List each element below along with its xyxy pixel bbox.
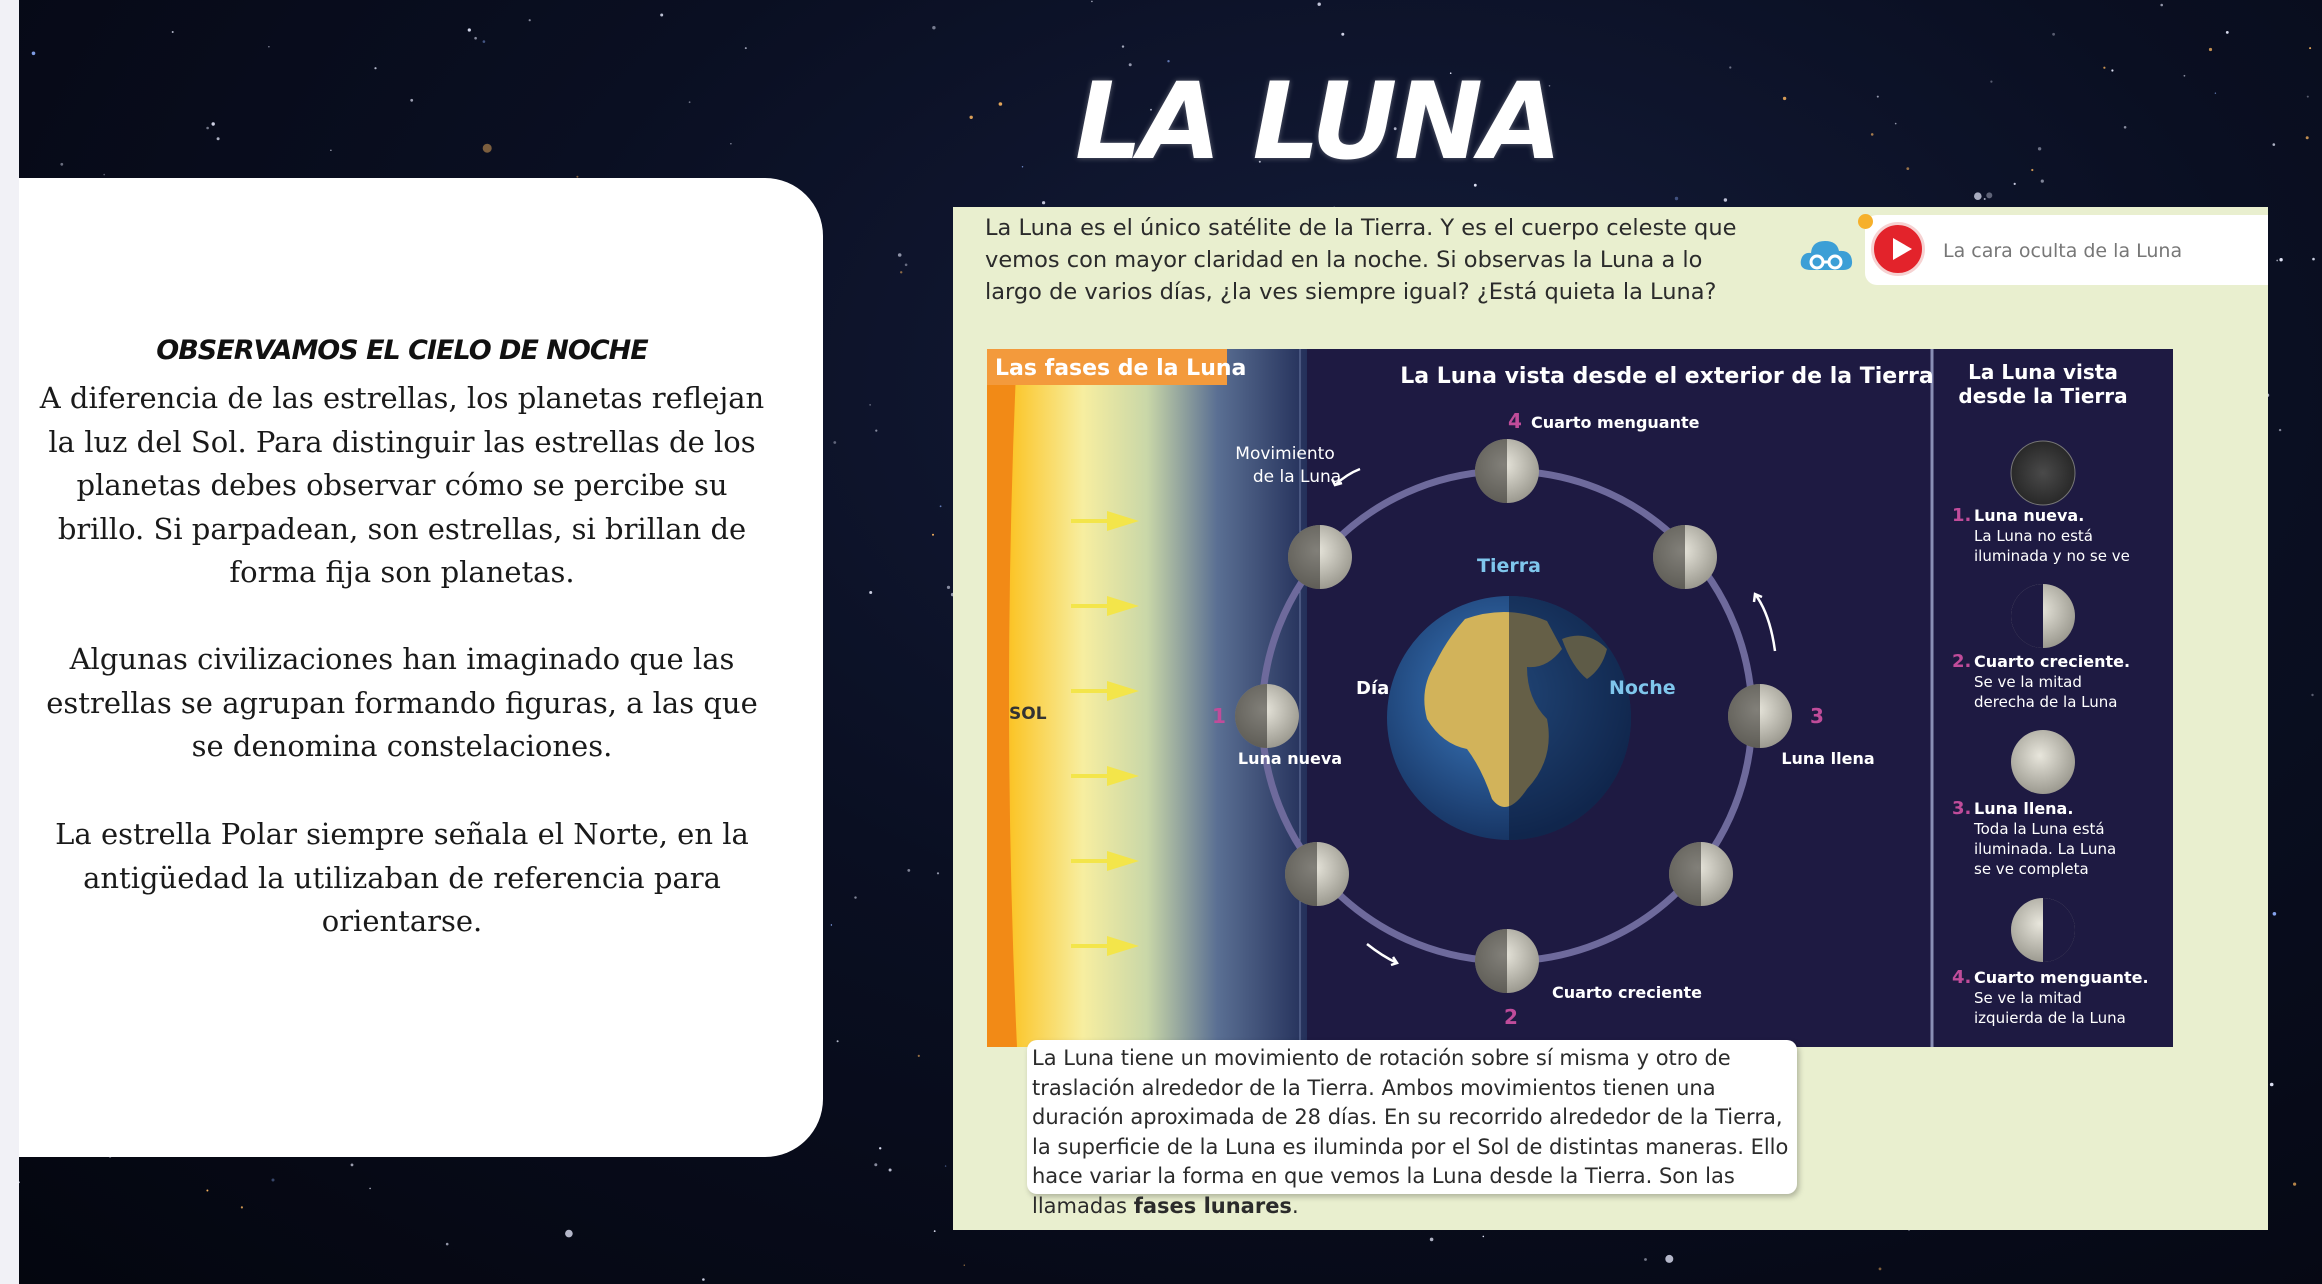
diagram-header-side-1: La Luna vista <box>1968 360 2118 384</box>
earth-label: Tierra <box>1477 555 1541 577</box>
phase-label-3: Luna llena <box>1781 749 1875 768</box>
video-link-label[interactable]: La cara oculta de la Luna <box>1943 240 2183 262</box>
svg-text:Toda la Luna está: Toda la Luna está <box>1974 820 2105 838</box>
play-icon[interactable] <box>1871 222 1925 276</box>
sun-label: SOL <box>1009 704 1047 724</box>
notification-dot <box>1858 214 1873 229</box>
card-paragraph-constellations: Algunas civilizaciones han imaginado que las estrellas se agrupan formando figuras, a las que se denomina constelaciones. <box>46 642 758 763</box>
svg-text:Se ve la mitad: Se ve la mitad <box>1974 673 2082 691</box>
card-heading: OBSERVAMOS EL CIELO DE NOCHE <box>156 335 648 366</box>
card-paragraph-planets: A diferencia de las estrellas, los planetas reflejan la luz del Sol. Para distinguir las estrellas de los planetas debes observar cómo se percibe su brillo. Si parpadean, son estrellas, si brillan de forma fija son planetas. <box>39 381 765 589</box>
svg-text:Luna nueva.: Luna nueva. <box>1974 506 2085 525</box>
diagram-header-main: La Luna vista desde el exterior de la Tierra <box>1400 364 1934 389</box>
svg-text:La Luna no está: La Luna no está <box>1974 527 2093 545</box>
svg-text:4.: 4. <box>1952 967 1972 988</box>
card-paragraph-polar-star: La estrella Polar siempre señala el Norte, en la antigüedad la utilizaban de referencia para orientarse. <box>55 817 749 938</box>
caption-end: . <box>1291 1193 1299 1218</box>
phase-number-2: 2 <box>1504 1005 1518 1029</box>
caption-body: La Luna tiene un movimiento de rotación sobre sí misma y otro de traslación alrededor de la Tierra. Ambos movimientos tienen una duración aproximada de 28 días. En su recorrido alrededor de la Tierra, la superficie de la Luna es iluminda por el Sol de distintas maneras. Ello hace variar la forma en que vemos la Luna desde la Tierra. Son las llamadas <box>1032 1046 1789 1218</box>
phase-number-1: 1 <box>1212 704 1226 728</box>
movement-label-2: de la Luna <box>1252 467 1342 487</box>
svg-text:izquierda de la Luna: izquierda de la Luna <box>1974 1009 2126 1027</box>
diagram-header-side-2: desde la Tierra <box>1958 384 2128 408</box>
svg-text:derecha de la Luna: derecha de la Luna <box>1974 693 2118 711</box>
intro-text: La Luna es el único satélite de la Tierra. Y es el cuerpo celeste que vemos con mayor claridad en la noche. Si observas la Luna a lo largo de varios días, ¿la ves siempre igual? ¿Está quieta la Luna? <box>985 215 1737 305</box>
svg-text:Se ve la mitad: Se ve la mitad <box>1974 989 2082 1007</box>
earth <box>1387 596 1631 840</box>
svg-text:2.: 2. <box>1952 651 1972 672</box>
moon-phases-diagram <box>987 349 2173 1047</box>
svg-text:iluminada. La Luna: iluminada. La Luna <box>1974 840 2117 858</box>
svg-text:Cuarto menguante.: Cuarto menguante. <box>1974 968 2149 987</box>
svg-text:3.: 3. <box>1952 798 1972 819</box>
svg-text:iluminada y no se ve: iluminada y no se ve <box>1974 547 2130 565</box>
phase-number-3: 3 <box>1810 704 1824 728</box>
diagram-tag-label: Las fases de la Luna <box>995 356 1247 381</box>
movement-label-1: Movimiento <box>1235 444 1335 464</box>
phase-label-2: Cuarto creciente <box>1552 983 1702 1002</box>
page-title: LA LUNA <box>1075 60 1560 183</box>
caption-text <box>1032 1044 1792 1221</box>
night-label: Noche <box>1609 677 1676 699</box>
svg-text:se ve completa: se ve completa <box>1974 860 2089 878</box>
day-label: Día <box>1356 678 1390 699</box>
phase-label-4: Cuarto menguante <box>1531 413 1700 432</box>
svg-text:Cuarto creciente.: Cuarto creciente. <box>1974 652 2131 671</box>
caption-bold-term: fases lunares <box>1133 1193 1292 1218</box>
phase-label-1: Luna nueva <box>1237 749 1343 768</box>
phase-number-4: 4 <box>1508 409 1522 433</box>
svg-text:Luna llena.: Luna llena. <box>1974 799 2074 818</box>
cloud-link-icon[interactable] <box>1797 232 1857 278</box>
svg-text:1.: 1. <box>1952 505 1972 526</box>
